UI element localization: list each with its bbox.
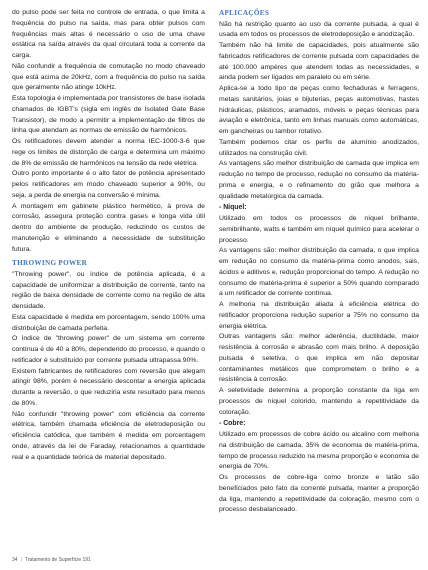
publication-name: Tratamento de Superfície 191: [24, 557, 91, 563]
paragraph: Os retificadores devem atender a norma IEC-1000-3-6 que rege os limites de distorção de carga e determina um máximo de 8% de emissão de harmônicos na tensão da rede elétrica.: [12, 138, 205, 167]
right-column: [219, 8, 419, 516]
paragraph: Os processos de cobre-liga como bronze e latão são beneficiados pelo fato da corrente pulsada, manter a proporção da liga, mantendo a repetitividade da coloração, mesmo com o processo desbalanceado.: [219, 474, 419, 514]
paragraph: Não há restrição quanto ao uso da corrente pulsada, a qual é usada em todos os processos de eletrodeposição e anodização.: [219, 20, 419, 39]
paragraph: Também podemos citar os perfis de alumínio anodizados, utilizados na construção civil.: [219, 138, 419, 157]
page-number: 34: [12, 557, 18, 563]
section-heading-aplicacoes: APLICAÇÕES: [219, 9, 270, 17]
subheading-nickel: - Níquel:: [219, 204, 247, 212]
paragraph: Aplica-se a todo tipo de peças como fechaduras e ferragens, metais sanitários, joias e bijuterias, peças automotivas, hastes hidráulicas, plásticos, aramados, móveis e peças técnicas para aviação e eletrônica, tanto em linhas manuais como automáticas, em gancheiras ou tambor rotativo.: [219, 85, 419, 135]
paragraph: Existem fabricantes de retificadores com reversão que alegam atingir 98%, porém é necessário descontar a energia aplicada durante a reversão, o que reduziria este resultado para menos de 80%.: [12, 367, 205, 407]
paragraph: A montagem em gabinete plástico hermético, à prova de corrosão, assegura proteção contra gases e longa vida útil dentro do ambiente de produção, reduzindo os custos de manutenção e eliminando a necessidade de substituição futura.: [12, 202, 205, 253]
paragraph: Não confundir "throwing power" com eficiência da corrente elétrica, também chamada eficiência de eletrodeposição ou eficiência catódica, que também é medida em porcentagem onde, através da lei de Faraday, relacionamos a quantidade real e a quantidade teórica de material depositado.: [12, 410, 205, 461]
paragraph: do pulso pode ser feita no controle de entrada, o que limita a frequência do pulso na saída, mas para obter pulsos com frequências mais altas é necessário o uso de uma chave estática na saída através da qual circulará toda a corrente da carga.: [12, 9, 205, 59]
paragraph: A melhoria na distribuição aliada à eficiência elétrica do retificador proporciona redução superior a 75% no consumo da energia elétrica.: [219, 301, 419, 330]
paragraph: "Throwing power", ou índice de potência aplicada, é a capacidade de uniformizar a distribuição de corrente, tanto na região de baixa densidade de corrente como na região de alta densidade.: [12, 270, 205, 310]
paragraph: Utilizado em todos os processos de níquel brilhante, semibrilhante, watts e também em níquel químico para acelerar o processo.: [219, 215, 419, 244]
section-heading-throwing-power: THROWING POWER: [12, 259, 88, 268]
page-footer: [12, 557, 91, 563]
paragraph: Também não há limite de capacidades, pois atualmente são fabricados retificadores de corrente pulsada com capacidades de até 100.000 ampères que atendem todas as necessidades, e ainda podem ser ligados em paralelo ou em série.: [219, 42, 419, 82]
paragraph: Esta topologia é implementada por transistores de base isolada chamados de IGBT's (sigla em inglês de Isolated Gate Base Transistor), de modo a permitir a implementação de filtros de linha que atendam as normas de emissão de harmônicos.: [12, 95, 205, 135]
paragraph: A seletividade determina a proporção constante da liga em processos de níquel colorido, mantendo a repetitividade da coloração.: [219, 387, 419, 416]
left-column: [12, 8, 205, 463]
paragraph: As vantagens são: melhor distribuição da camada, o que implica em redução no consumo da matéria-prima como anodos, sais, ácidos e aditivos e, redução proporcional do tempo. A redução no consumo de matéria-prima é superior a 50% quando comparado a um retificador de corrente contínua.: [219, 247, 419, 298]
paragraph: Não confundir a frequência de comutação no modo chaveado que está acima de 20kHz, com a frequência do pulso na saída que geralmente não atinge 10kHz.: [12, 62, 205, 92]
paragraph: Esta capacidade é medida em porcentagem, sendo 100% uma distribuição de camada perfeita.: [12, 313, 205, 332]
paragraph: Utilizado em processos de cobre ácido ou alcalino com melhoria na distribuição de camada, 35% de economia de matéria-prima, tempo de processo reduzido na mesma proporção e economia de energia de 70%.: [219, 431, 419, 471]
subheading-copper: - Cobre:: [219, 420, 246, 428]
paragraph: Outro ponto importante é o alto fator de potência apresentado pelos retificadores em modo chaveado superior a 90%, ou seja, a perda de energia na conversão é mínima.: [12, 170, 205, 199]
paragraph: O índice de "throwing power" de um sistema em corrente contínua é de 40 a 80%, dependendo do processo, e quando o retificador é substituído por corrente pulsada ultrapassa 90%.: [12, 335, 205, 364]
paragraph: Outras vantagens são: melhor aderência, ductilidade, maior resistência à corrosão e abrasão com mais brilho. A deposição pulsada é seletiva, o que implica em não depositar contaminantes metálicos que comprometem o brilho e a resistência à corrosão.: [219, 333, 419, 384]
paragraph: As vantagens são melhor distribuição de camada que implica em redução no tempo de processo, redução no consumo da matéria-prima e energia, e o refinamento do grão que melhora a qualidade metalúrgica da camada.: [219, 160, 419, 200]
footer-separator: |: [20, 557, 22, 563]
